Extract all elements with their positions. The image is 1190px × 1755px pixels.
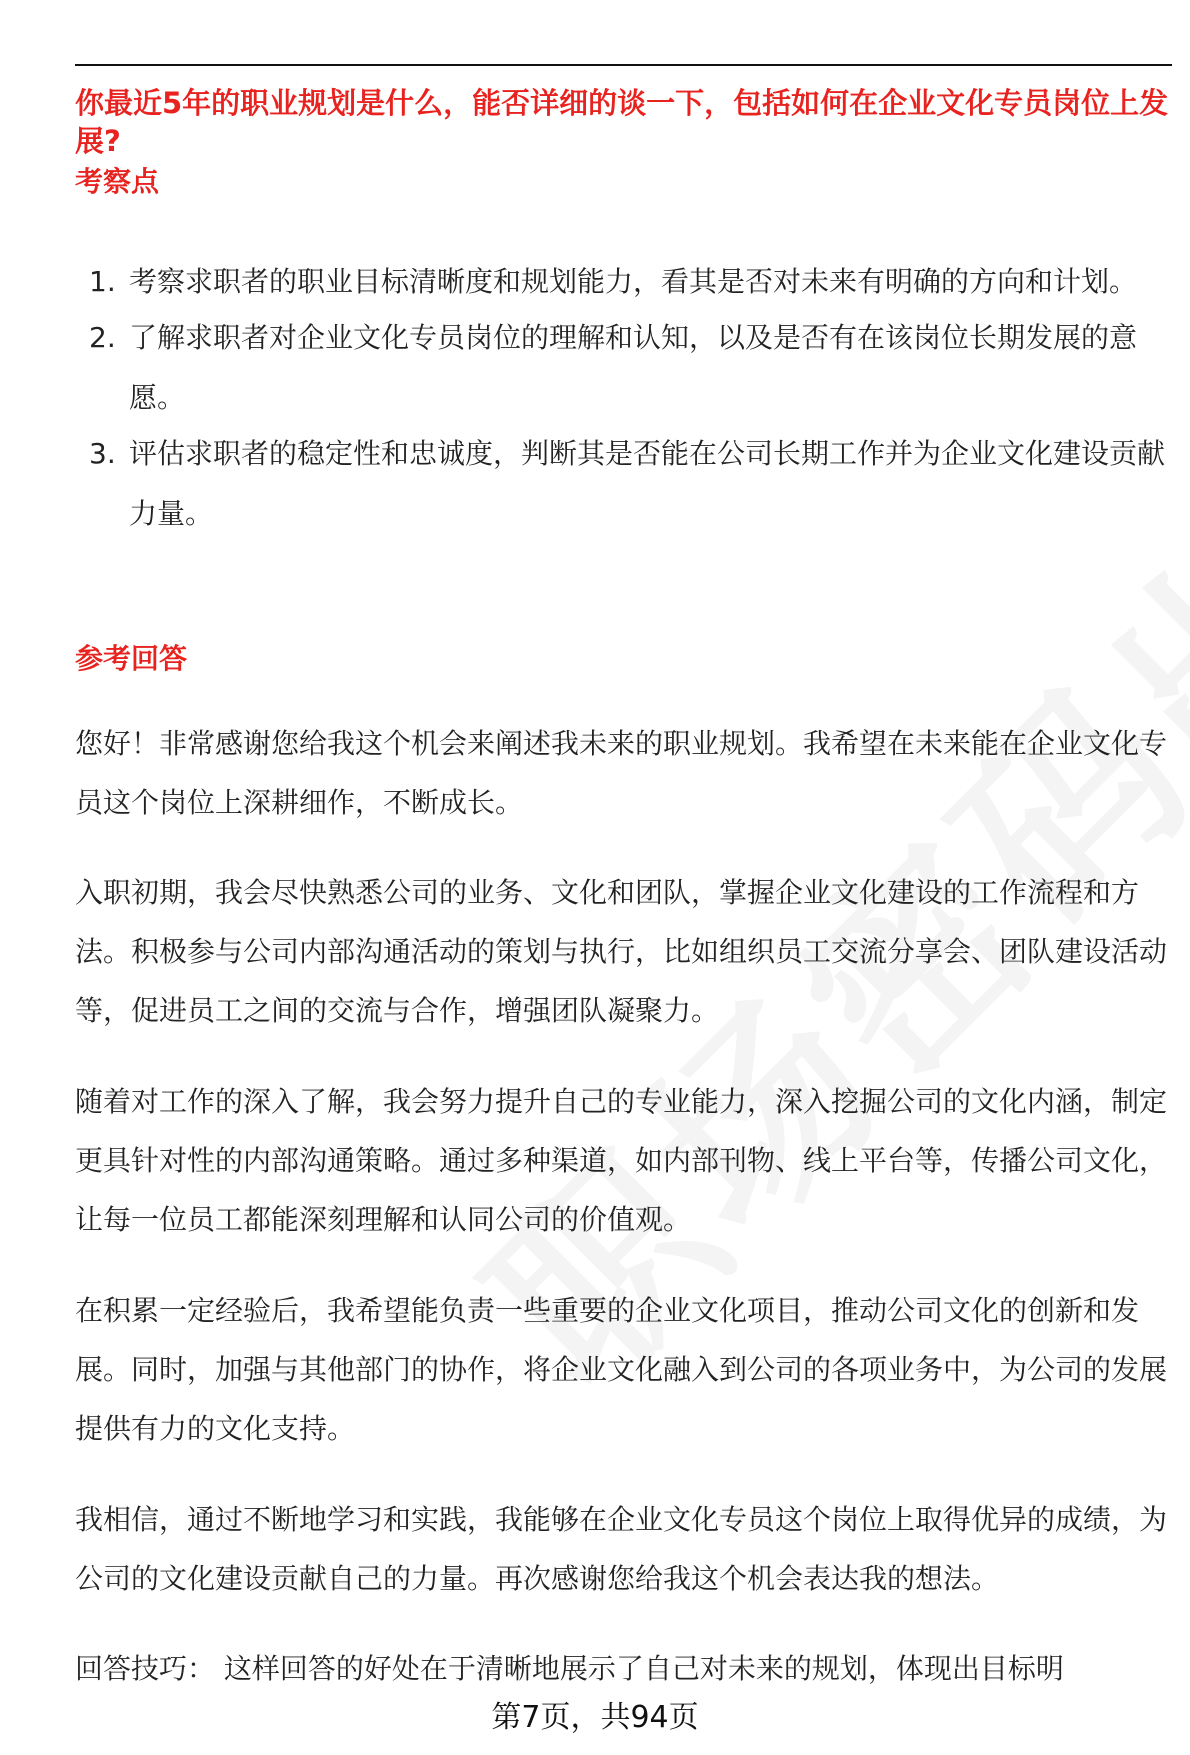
list-item bbox=[75, 308, 1170, 428]
answer-tip: 回答技巧： 这样回答的好处在于清晰地展示了自己对未来的规划，体现出目标明 bbox=[75, 1652, 1064, 1685]
list-item-text: 考察求职者的职业目标清晰度和规划能力，看其是否对未来有明确的方向和计划。 bbox=[129, 265, 1138, 298]
list-item-number: 2. bbox=[89, 321, 116, 354]
answer-paragraph: 入职初期，我会尽快熟悉公司的业务、文化和团队，掌握企业文化建设的工作流程和方法。积极参与公司内部沟通活动的策划与执行，比如组织员工交流分享会、团队建设活动等，促进员工之间的交流与合作，增强团队凝聚力。 bbox=[75, 876, 1168, 1027]
top-divider bbox=[75, 64, 1172, 66]
answer-paragraph: 我相信，通过不断地学习和实践，我能够在企业文化专员这个岗位上取得优异的成绩，为公司的文化建设贡献自己的力量。再次感谢您给我这个机会表达我的想法。 bbox=[75, 1503, 1168, 1595]
answer-heading: 参考回答 bbox=[75, 642, 188, 675]
answer-paragraph: 在积累一定经验后，我希望能负责一些重要的企业文化项目，推动公司文化的创新和发展。同时，加强与其他部门的协作，将企业文化融入到公司的各项业务中，为公司的发展提供有力的文化支持。 bbox=[75, 1294, 1168, 1445]
question-title: 你最近5年的职业规划是什么，能否详细的谈一下，包括如何在企业文化专员岗位上发展? bbox=[75, 86, 1169, 158]
points-list bbox=[75, 252, 1170, 544]
list-item bbox=[75, 252, 1170, 312]
list-item-number: 3. bbox=[89, 437, 116, 470]
points-heading: 考察点 bbox=[75, 165, 160, 198]
answer-paragraph: 随着对工作的深入了解，我会努力提升自己的专业能力，深入挖掘公司的文化内涵，制定更具针对性的内部沟通策略。通过多种渠道，如内部刊物、线上平台等，传播公司文化，让每一位员工都能深刻理解和认同公司的价值观。 bbox=[75, 1085, 1168, 1236]
answer-paragraph: 您好！非常感谢您给我这个机会来阐述我未来的职业规划。我希望在未来能在企业文化专员这个岗位上深耕细作，不断成长。 bbox=[75, 727, 1168, 819]
list-item-number: 1. bbox=[89, 265, 116, 298]
list-item bbox=[75, 424, 1170, 544]
page-number: 第7页，共94页 bbox=[491, 1700, 699, 1735]
list-item-text: 了解求职者对企业文化专员岗位的理解和认知，以及是否有在该岗位长期发展的意愿。 bbox=[129, 321, 1138, 414]
list-item-text: 评估求职者的稳定性和忠诚度，判断其是否能在公司长期工作并为企业文化建设贡献力量。 bbox=[129, 437, 1166, 530]
